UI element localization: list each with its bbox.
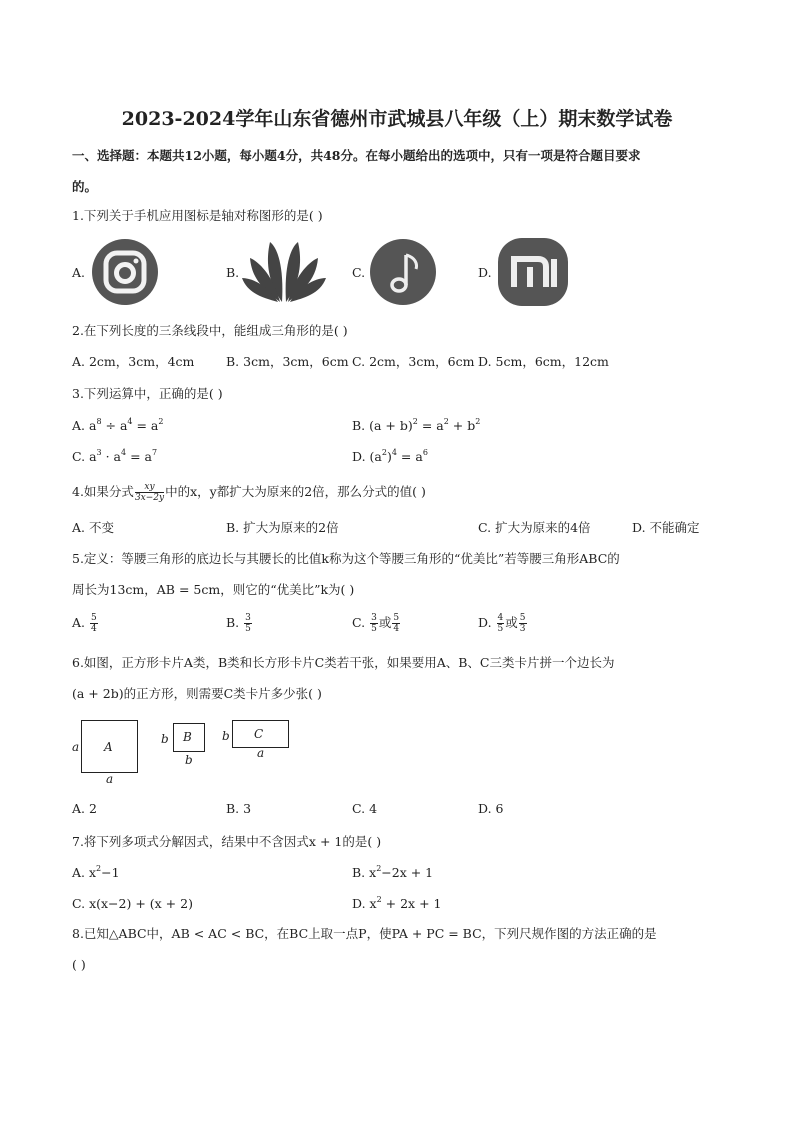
q5-option-b: B. $\frac{3}{5}$	[226, 613, 251, 634]
q8-stem-line2: ( )	[72, 957, 86, 972]
q4-stem: 4.如果分式 $\frac{xy}{3x-2y}$ 中的x，y都扩大为原来的2倍，那么分式的值( )	[72, 482, 426, 503]
q4-fraction: $\frac{xy}{3x-2y}$	[134, 482, 165, 503]
q7-option-c: C. x(x−2) + (x + 2)	[72, 896, 193, 911]
camera-app-icon	[90, 237, 160, 311]
q6-option-c: C. 4	[352, 801, 378, 816]
q4-option-a: A. 不变	[72, 520, 114, 535]
exam-title: 2023-2024学年山东省德州市武城县八年级（上）期末数学试卷	[121, 108, 673, 130]
q2-option-b: B. 3cm，3cm，6cm	[226, 354, 349, 369]
card-b-label: B	[183, 730, 192, 744]
q6-option-d: D. 6	[478, 801, 504, 816]
q3-option-b: B. $(a + b)^2 = a^2 + b^2$	[352, 417, 481, 433]
q1-option-b: B.	[226, 265, 240, 280]
card-a-label: A	[104, 740, 113, 754]
q6-option-b: B. 3	[226, 801, 252, 816]
q1-option-d: D.	[478, 265, 492, 280]
q3-option-a: A. $a^8 \div a^4 = a^2$	[72, 417, 164, 433]
q1-option-a: A.	[72, 265, 86, 280]
card-a-bottom-label: a	[106, 772, 114, 786]
q5-option-c: C. $\frac{3}{5}$ 或 $\frac{5}{4}$	[352, 613, 400, 634]
section-header-line2: 的。	[72, 179, 98, 194]
q4-option-c: C. 扩大为原来的4倍	[478, 520, 591, 535]
q6-stem-line2: (a + 2b)的正方形，则需要C类卡片多少张( )	[72, 686, 322, 701]
q2-option-c: C. 2cm，3cm，6cm	[352, 354, 475, 369]
q1-stem: 1.下列关于手机应用图标是轴对称图形的是( )	[72, 208, 323, 223]
q6-option-a: A. 2	[72, 801, 97, 816]
q2-option-d: D. 5cm，6cm，12cm	[478, 354, 609, 369]
q2-option-a: A. 2cm，3cm，4cm	[72, 354, 195, 369]
q3-option-d: D. $(a^2)^4 = a^6$	[352, 448, 428, 464]
mi-logo-icon	[496, 237, 570, 311]
huawei-logo-icon	[242, 238, 326, 308]
q2-stem: 2.在下列长度的三条线段中，能组成三角形的是( )	[72, 323, 348, 338]
card-c-bottom-label: a	[257, 746, 265, 760]
card-c-label: C	[254, 727, 264, 741]
q7-option-d: D. $x^2 + 2x + 1$	[352, 895, 442, 911]
q4-option-b: B. 扩大为原来的2倍	[226, 520, 339, 535]
card-b-bottom-label: b	[185, 753, 193, 767]
card-b-side-label: b	[161, 732, 169, 746]
q6-stem-line1: 6.如图，正方形卡片A类，B类和长方形卡片C类若干张，如果要用A、B、C三类卡片拼一个边长为	[72, 655, 615, 670]
q8-stem-line1: 8.已知△ABC中，AB < AC < BC，在BC上取一点P，使PA + PC = BC，下列尺规作图的方法正确的是	[72, 926, 657, 941]
q4-option-d: D. 不能确定	[632, 520, 700, 535]
q7-stem: 7.将下列多项式分解因式，结果中不含因式x + 1的是( )	[72, 834, 382, 849]
q5-stem-line1: 5.定义：等腰三角形的底边长与其腰长的比值k称为这个等腰三角形的“优美比”若等腰三角形ABC的	[72, 551, 620, 566]
card-c-side-label: b	[222, 729, 230, 743]
q3-option-c: C. $a^3 \cdot a^4 = a^7$	[72, 448, 158, 464]
music-note-app-icon	[368, 237, 438, 311]
q5-option-d: D. $\frac{4}{5}$ 或 $\frac{5}{3}$	[478, 613, 526, 634]
q7-option-b: B. $x^2-2x + 1$	[352, 864, 434, 880]
q3-stem: 3.下列运算中，正确的是( )	[72, 386, 223, 401]
q7-option-a: A. $x^2-1$	[72, 864, 120, 880]
q5-option-a: A. $\frac{5}{4}$	[72, 613, 97, 634]
q1-option-c: C.	[352, 265, 366, 280]
section-header-line1: 一、选择题：本题共12小题，每小题4分，共48分。在每小题给出的选项中，只有一项是符合题目要求	[72, 148, 641, 163]
card-a-side-label: a	[72, 740, 80, 754]
q5-stem-line2: 周长为13cm，AB = 5cm，则它的“优美比”k为( )	[72, 582, 355, 597]
